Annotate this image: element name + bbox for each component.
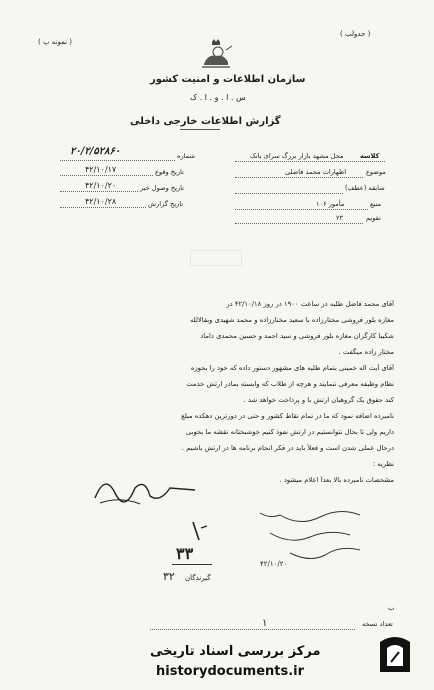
evaluation-value: ۲۳ bbox=[336, 214, 344, 222]
copy-count-line bbox=[150, 629, 355, 630]
number-value: ۲۰/۲/۵۲۸۶۰ bbox=[70, 146, 121, 157]
lion-and-sun-emblem-icon bbox=[198, 38, 234, 70]
watermark-persian: مرکز بررسی اسناد تاریخی bbox=[150, 644, 321, 659]
topic-line bbox=[235, 177, 363, 178]
faint-stamp bbox=[190, 250, 242, 266]
classification-label: کلاسه bbox=[360, 152, 380, 160]
classification-value: محل مشهد بازار بزرگ سرای بانک bbox=[250, 152, 344, 160]
topic-label: موضوع bbox=[366, 168, 386, 176]
source-value: مأمور ۱۰۶ bbox=[316, 200, 345, 208]
body-line: مغازه بلور فروشی مختارزاده با سعید مختارزاده و محمد شهیدی وبقالالله bbox=[189, 316, 394, 324]
body-line: نظریه : bbox=[372, 460, 394, 468]
handwritten-mark bbox=[185, 518, 215, 544]
occurrence-date-line bbox=[60, 175, 153, 176]
occurrence-date-label: تاریخ وقوع bbox=[155, 168, 184, 176]
source-label: منبع bbox=[370, 200, 382, 208]
body-line: آقای محمد فاضل طلبه در ساعت ۱۹۰۰ در روز ۴۲/۱۰/۱۸ در bbox=[226, 300, 394, 308]
archive-logo-icon bbox=[372, 632, 418, 678]
source-line bbox=[235, 209, 368, 210]
form-code-left: ( نمونه پ ) bbox=[38, 38, 73, 46]
body-line: کند حقوق یک گروهبان ارتش با و پرداخت خواهد شد . bbox=[243, 396, 394, 404]
receipt-date-line bbox=[60, 191, 138, 192]
report-date-value: ۴۲/۱۰/۲۸ bbox=[85, 197, 117, 206]
body-line: درحال عملی شدن است و فعلاً باید در فکر انجام برنامه ها در ارتش باشیم . bbox=[181, 444, 394, 452]
body-line: داریم ولی تا بحال نتوانستیم در ارتش نفوذ کنیم خوشبختانه نقشه ما بخوبی bbox=[185, 428, 394, 436]
body-line: نامبرده اضافه نمود که ما در تمام نقاط کشور و حتی در دورترین دهکده مبلغ bbox=[181, 412, 394, 420]
evaluation-line bbox=[235, 223, 363, 224]
signature-scribble bbox=[90, 468, 200, 508]
evaluation-label: تقویم bbox=[366, 214, 381, 222]
report-type-title: گزارش اطلاعات خارجی داخلی bbox=[130, 116, 281, 127]
form-code-right: ( جدولب ) bbox=[340, 30, 371, 38]
receipt-date-value: ۴۲/۱۰/۲۰ bbox=[85, 181, 117, 190]
copy-count-value: ۱ bbox=[262, 618, 268, 629]
number-line bbox=[60, 160, 175, 161]
title-rule bbox=[180, 129, 220, 130]
body-line: مشخصات نامبرده بالا بعداً اعلام میشود . bbox=[279, 476, 394, 484]
handwritten-number: ۳۳ bbox=[176, 544, 194, 563]
body-line: نظام وظیفه معرفی ننمایند و هرچه از طلاب که وابسته بمادر ارتش خدمت bbox=[186, 380, 394, 388]
number-label: شماره bbox=[177, 152, 195, 160]
receipt-date-label: تاریخ وصول خبر bbox=[140, 184, 184, 192]
body-line: شکیبا کارگران مغازه بلور فروشی و سید احمد و حسین محمدی داماد bbox=[200, 332, 394, 340]
occurrence-date-value: ۴۲/۱۰/۱۷ bbox=[85, 165, 117, 174]
handwritten-underline bbox=[172, 564, 212, 565]
recipients-label: گیرندگان bbox=[185, 574, 211, 582]
handwritten-date: ۴۲/۱۰/۲۰ bbox=[260, 560, 288, 568]
body-line: مختار زاده میگفت . bbox=[338, 348, 394, 356]
history-label: سابقه (عطف) bbox=[345, 184, 385, 192]
body-line: آقای آیت اله خمینی بتمام طلبه های مشهور دستور داده که خود را بحوزه bbox=[190, 364, 394, 372]
organization-code: س . ا . و . ا . ک bbox=[190, 93, 246, 102]
history-line bbox=[235, 193, 343, 194]
topic-value: اظهارات محمد فاضلی bbox=[285, 168, 347, 176]
page-label: ب bbox=[388, 604, 395, 612]
copy-count-label: تعداد نسخه bbox=[362, 620, 393, 628]
recipients-value: ۳۲ bbox=[163, 570, 175, 583]
classification-line bbox=[235, 161, 385, 162]
watermark-url: historydocuments.ir bbox=[156, 664, 305, 679]
organization-name: سازمان اطلاعات و امنیت کشور bbox=[150, 74, 306, 85]
report-date-label: تاریخ گزارش bbox=[148, 200, 184, 208]
report-date-line bbox=[60, 207, 146, 208]
